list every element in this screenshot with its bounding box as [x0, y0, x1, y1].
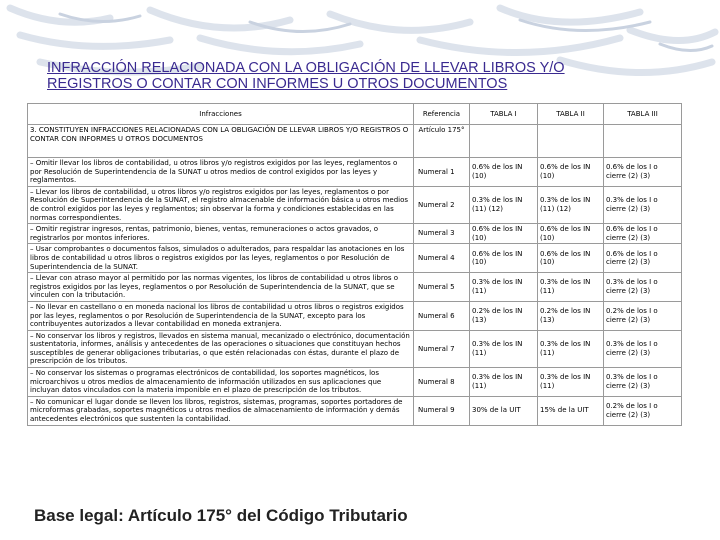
- row-text: – Usar comprobantes o documentos falsos, simulados o adulterados, para respaldar las anotaciones en los libros de contabilidad u otros libros o registros exigidos por las leyes, reglamentos o por Resolución de Superintendencia de la SUNAT.: [28, 244, 414, 273]
- row-tabla-1: 0.3% de los IN (11): [470, 330, 538, 367]
- row-tabla-3: 0.3% de los I o cierre (2) (3): [604, 330, 682, 367]
- row-text: – No conservar los sistemas o programas electrónicos de contabilidad, los soportes magnéticos, los microarchivos u otros medios de almacenamiento de información utilizados en sus aplicaciones que incluyan datos vinculados con la materia imponible en el plazo de prescripción de los tributos.: [28, 368, 414, 397]
- title-line-2: REGISTROS O CONTAR CON INFORMES U OTROS DOCUMENTOS: [47, 76, 508, 92]
- row-tabla-1: 0.3% de los IN (11) (12): [470, 186, 538, 223]
- row-text: – No conservar los libros y registros, llevados en sistema manual, mecanizado o electrónico, documentación sustentatoria, informes, análisis y antecedentes de las operaciones o situaciones que constituyan hechos susceptibles de generar obligaciones tributarias, o que estén relacionadas con éstas, durante el plazo de prescripción de los tributos.: [28, 330, 414, 367]
- row-tabla-2: 0.6% de los IN (10): [538, 224, 604, 244]
- row-ref: Numeral 6: [414, 301, 470, 330]
- infractions-table: [27, 103, 682, 426]
- section-empty-1: [470, 125, 538, 158]
- row-tabla-2: 0.2% de los IN (13): [538, 301, 604, 330]
- row-tabla-3: 0.6% de los I o cierre (2) (3): [604, 244, 682, 273]
- row-ref: Numeral 2: [414, 186, 470, 223]
- section-text: 3. CONSTITUYEN INFRACCIONES RELACIONADAS CON LA OBLIGACIÓN DE LLEVAR LIBROS Y/O REGISTROS O CONTAR CON INFORMES U OTROS DOCUMENTOS: [28, 125, 414, 158]
- header-tabla-3: TABLA III: [604, 104, 682, 125]
- row-ref: Numeral 7: [414, 330, 470, 367]
- row-tabla-1: 0.6% de los IN (10): [470, 244, 538, 273]
- table-row: [28, 244, 682, 273]
- row-tabla-2: 0.6% de los IN (10): [538, 244, 604, 273]
- header-tabla-2: TABLA II: [538, 104, 604, 125]
- section-empty-3: [604, 125, 682, 158]
- row-tabla-2: 0.3% de los IN (11): [538, 273, 604, 302]
- row-text: – Llevar los libros de contabilidad, u otros libros y/o registros exigidos por las leyes, reglamentos o por Resolución de Superintendencia de la SUNAT, el registro almacenable de información básica u otros medios de control exigidos por las leyes y reglamentos; sin observar la forma y condiciones establecidas en las normas correspondientes.: [28, 186, 414, 223]
- table-row: [28, 301, 682, 330]
- table-row: [28, 368, 682, 397]
- row-tabla-1: 0.3% de los IN (11): [470, 368, 538, 397]
- row-text: – Llevar con atraso mayor al permitido por las normas vigentes, los libros de contabilidad u otros libros o registros exigidos por las leyes, reglamentos o por Resolución de Superintendencia de la SUNAT, que se vinculen con la tributación.: [28, 273, 414, 302]
- row-tabla-3: 0.3% de los I o cierre (2) (3): [604, 186, 682, 223]
- row-text: – Omitir llevar los libros de contabilidad, u otros libros y/o registros exigidos por las leyes, reglamentos o por Resolución de Superintendencia de la SUNAT u otros medios de control exigidos por las leyes y reglamentos.: [28, 158, 414, 187]
- row-tabla-2: 0.3% de los IN (11) (12): [538, 186, 604, 223]
- section-ref: Artículo 175°: [414, 125, 470, 158]
- row-tabla-3: 0.6% de los I o cierre (2) (3): [604, 158, 682, 187]
- section-empty-2: [538, 125, 604, 158]
- header-referencia: Referencia: [414, 104, 470, 125]
- row-ref: Numeral 8: [414, 368, 470, 397]
- row-tabla-3: 0.2% de los I o cierre (2) (3): [604, 396, 682, 425]
- table-row: [28, 330, 682, 367]
- row-tabla-3: 0.2% de los I o cierre (2) (3): [604, 301, 682, 330]
- row-tabla-1: 0.3% de los IN (11): [470, 273, 538, 302]
- page-title: [47, 60, 687, 92]
- row-tabla-1: 0.6% de los IN (10): [470, 224, 538, 244]
- table-row: [28, 396, 682, 425]
- row-ref: Numeral 1: [414, 158, 470, 187]
- section-row: [28, 125, 682, 158]
- table-row: [28, 186, 682, 223]
- row-tabla-3: 0.6% de los I o cierre (2) (3): [604, 224, 682, 244]
- header-tabla-1: TABLA I: [470, 104, 538, 125]
- row-tabla-2: 0.6% de los IN (10): [538, 158, 604, 187]
- table-row: [28, 273, 682, 302]
- row-ref: Numeral 9: [414, 396, 470, 425]
- header-infracciones: Infracciones: [28, 104, 414, 125]
- row-text: – Omitir registrar ingresos, rentas, patrimonio, bienes, ventas, remuneraciones o actos gravados, o registrarlos por montos inferiores.: [28, 224, 414, 244]
- row-tabla-2: 0.3% de los IN (11): [538, 330, 604, 367]
- table-row: [28, 158, 682, 187]
- legal-basis-footer: Base legal: Artículo 175° del Código Tributario: [34, 506, 408, 525]
- row-ref: Numeral 3: [414, 224, 470, 244]
- row-tabla-3: 0.3% de los I o cierre (2) (3): [604, 368, 682, 397]
- row-ref: Numeral 5: [414, 273, 470, 302]
- row-ref: Numeral 4: [414, 244, 470, 273]
- row-text: – No llevar en castellano o en moneda nacional los libros de contabilidad u otros libros o registros exigidos por las leyes, reglamentos o por Resolución de Superintendencia de la SUNAT, excepto para los contribuyentes autorizados a llevar contabilidad en moneda extranjera.: [28, 301, 414, 330]
- title-line-1: INFRACCIÓN RELACIONADA CON LA OBLIGACIÓN DE LLEVAR LIBROS Y/O: [47, 60, 565, 76]
- row-tabla-2: 15% de la UIT: [538, 396, 604, 425]
- table-row: [28, 224, 682, 244]
- row-tabla-1: 30% de la UIT: [470, 396, 538, 425]
- row-text: – No comunicar el lugar donde se lleven los libros, registros, sistemas, programas, soportes portadores de microformas grabadas, soportes magnéticos u otros medios de almacenamiento de información y demás antecedentes electrónicos que sustenten la contabilidad.: [28, 396, 414, 425]
- row-tabla-1: 0.2% de los IN (13): [470, 301, 538, 330]
- row-tabla-1: 0.6% de los IN (10): [470, 158, 538, 187]
- row-tabla-2: 0.3% de los IN (11): [538, 368, 604, 397]
- row-tabla-3: 0.3% de los I o cierre (2) (3): [604, 273, 682, 302]
- table-header-row: [28, 104, 682, 125]
